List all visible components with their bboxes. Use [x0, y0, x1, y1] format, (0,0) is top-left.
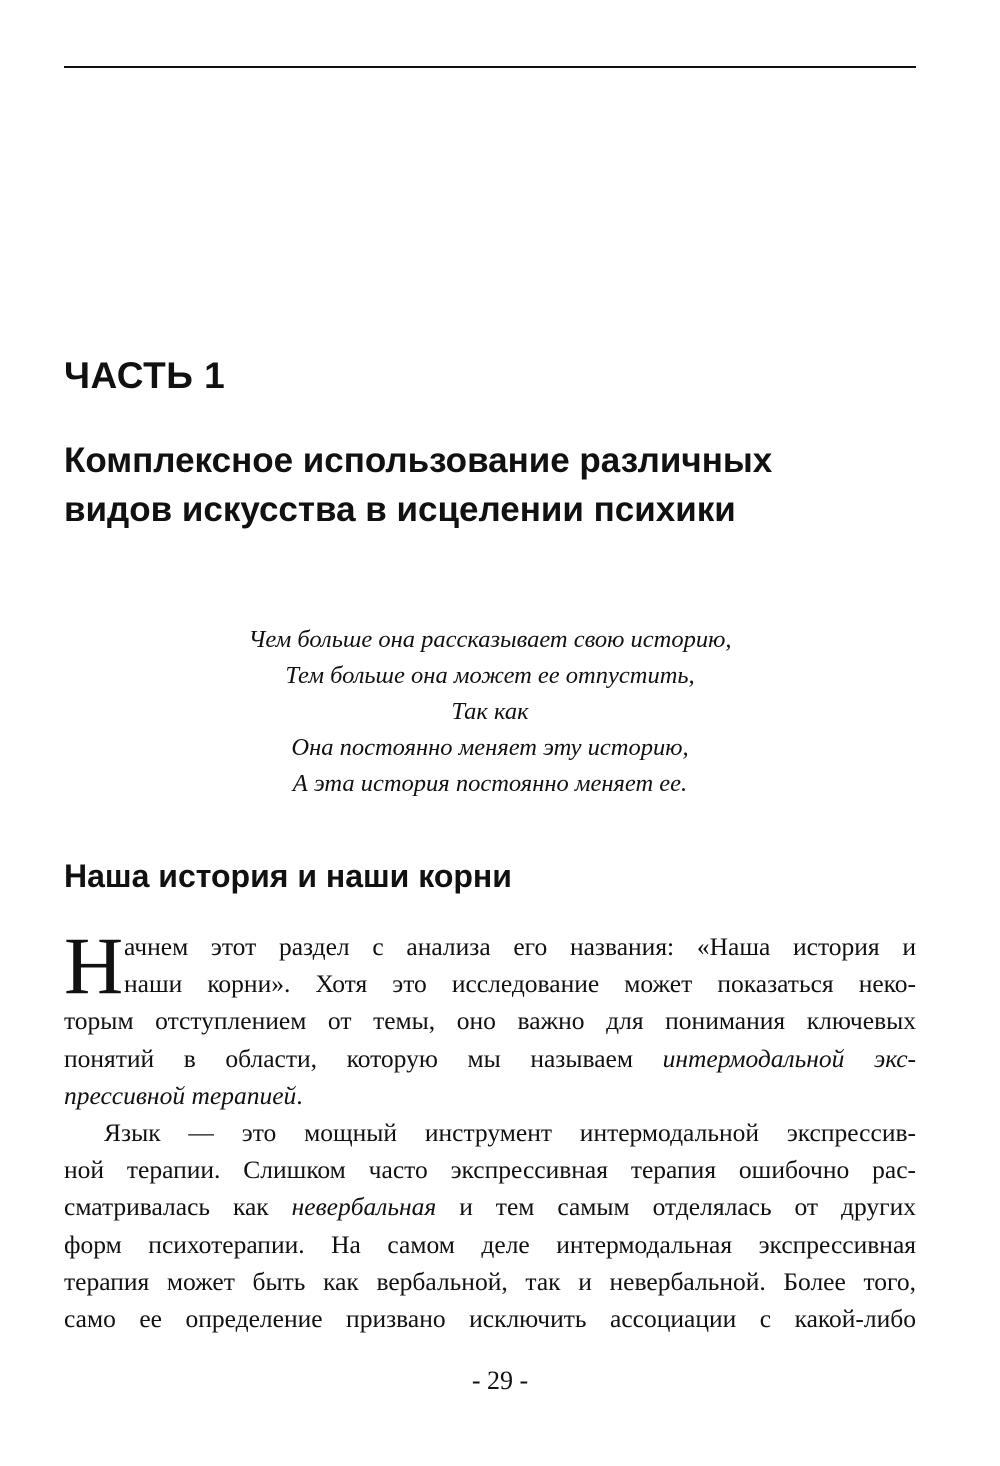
text-line: Язык — это мощный инструмент интермодальной экспрессив-	[104, 1118, 916, 1148]
text-line: само ее определение призвано исключить ассоциации с какой-либо	[64, 1304, 916, 1334]
text-line: ачнем этот раздел с анализа его названия: «Наша история и	[124, 932, 916, 961]
epigraph	[140, 622, 840, 802]
text-line	[64, 1077, 916, 1114]
paragraph	[64, 920, 916, 1114]
body-text	[64, 920, 916, 1337]
emphasis: невербальная	[291, 1192, 437, 1222]
text-line: ной терапии. Слишком часто экспрессивная терапия ошибочно рас-	[64, 1155, 916, 1185]
text-line: терапия может быть как вербальной, так и невербальной. Более того,	[64, 1266, 916, 1296]
page-number: - 29 -	[471, 1366, 529, 1395]
part-label: ЧАСТЬ 1	[64, 355, 226, 396]
epigraph-line: Так как	[451, 698, 529, 725]
epigraph-line: А эта история постоянно меняет ее.	[292, 770, 688, 797]
header-rule	[64, 66, 916, 68]
drop-cap: Н	[64, 920, 124, 1011]
part-title-line: видов искусства в исцелении психики	[64, 490, 736, 529]
text-line: наши корни». Хотя это исследование может показаться неко-	[124, 969, 916, 999]
text-line	[64, 1040, 916, 1077]
text-line: торым отступлением от темы, оно важно для понимания ключевых	[64, 1006, 916, 1036]
epigraph-line: Тем больше она может ее отпустить,	[285, 662, 695, 689]
part-title-line: Комплексное использование различных	[64, 441, 773, 480]
paragraph	[64, 1114, 916, 1337]
emphasis: прессивной терапией	[64, 1080, 297, 1110]
text-line: форм психотерапии. На самом деле интермодальная экспрессивная	[64, 1229, 916, 1259]
text-fragment: понятий в области, которую мы называем	[64, 1043, 663, 1073]
epigraph-line: Она постоянно меняет эту историю,	[291, 734, 689, 761]
emphasis: интермодальной экс-	[662, 1043, 916, 1073]
part-title	[64, 436, 944, 534]
text-fragment: сматривалась как	[64, 1192, 292, 1222]
text-fragment: и тем самым отделялась от других	[436, 1192, 916, 1222]
section-title: Наша история и наши корни	[64, 858, 512, 894]
text-fragment: .	[296, 1080, 303, 1110]
text-line	[64, 1188, 916, 1225]
epigraph-line: Чем больше она рассказывает свою историю,	[248, 626, 732, 653]
